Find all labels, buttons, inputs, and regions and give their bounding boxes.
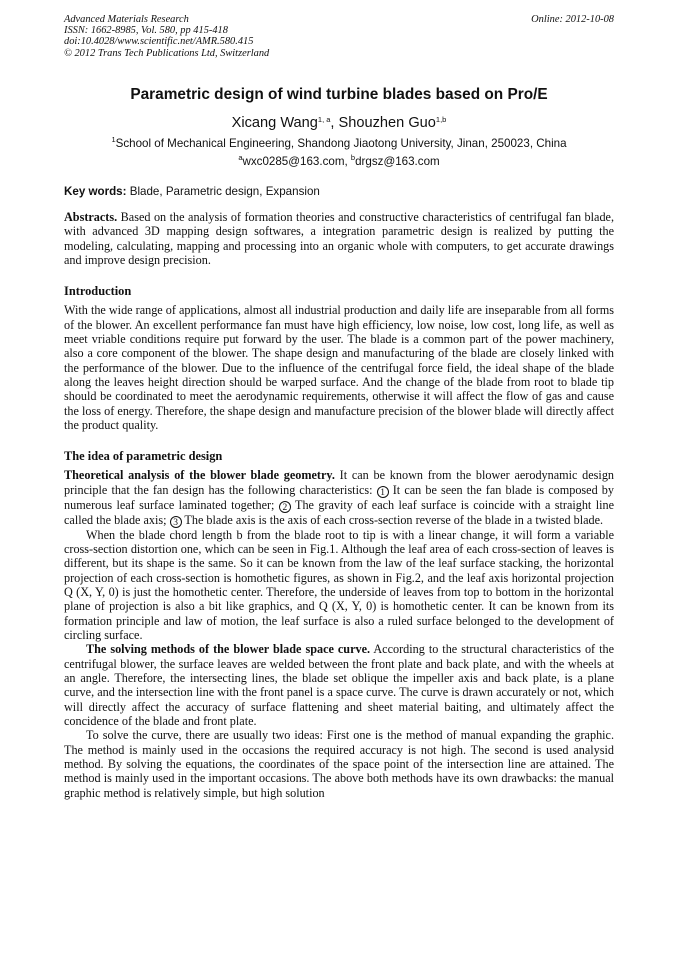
author-2-sup: 1,b <box>435 114 447 124</box>
section-heading-parametric-design: The idea of parametric design <box>64 449 223 464</box>
keywords-text: Blade, Parametric design, Expansion <box>126 184 320 198</box>
geometry-text-d: The blade axis is the axis of each cross-section reverse of the blade in a twisted blade. <box>181 512 604 527</box>
space-curve-subheading: The solving methods of the blower blade space curve. <box>86 642 371 657</box>
author-2: Shouzhen Guo <box>338 114 436 131</box>
issn-line: ISSN: 1662-8985, Vol. 580, pp 415-418 <box>64 25 228 37</box>
online-date: Online: 2012-10-08 <box>531 14 614 25</box>
author-1-sup: 1, a <box>317 114 331 124</box>
journal-name: Advanced Materials Research <box>64 14 189 25</box>
geometry-text-a: It can be known from the blower aerodynamic design principle that the fan design has the following characteristics: <box>64 468 615 497</box>
circled-number-1: 1 <box>377 486 389 498</box>
journal-header <box>64 14 614 59</box>
affiliation-sup: 1 <box>111 134 116 144</box>
abstract <box>64 210 614 267</box>
circled-number-2: 2 <box>279 501 291 513</box>
affiliation-text: School of Mechanical Engineering, Shandong Jiaotong University, Jinan, 250023, China <box>115 136 567 150</box>
space-curve-paragraph <box>64 642 614 728</box>
chord-paragraph: When the blade chord length b from the blade root to tip is with a linear change, it will form a variable cross-section distortion one, which can be seen in Fig.1. Although the leaf area of each cross-section of leaves is different, but its shape is the same. So it can be known from the law of the leaf surface stacking, the horizontal projection of each cross-section is homothetic figures, as shown in Fig.2, and the leaf axis horizontal projection Q (X, Y, 0) is just the homothetic center. Therefore, the underside of leaves from top to bottom in the horizontal plane of projection is also a bit like graphics, and Q (X, Y, 0) is homothetic center. It can be known from its formation principle and law of motion, the leaf surface is also a ruled surface belonged to the development of circling surface. <box>64 527 614 643</box>
email-b: drgsz@163.com <box>355 154 440 168</box>
abstract-text: Based on the analysis of formation theories and constructive characteristics of centrifugal fan blade, with advanced 3D mapping design softwares, a integration parametric design is realized by putting the modeling, calculating, mapping and processing into an organic whole with computers, to get accurate drawings and improve design precision. <box>64 209 614 267</box>
solve-curve-paragraph: To solve the curve, there are usually two ideas: First one is the method of manual expanding the graphic. The method is mainly used in the occasions the required accuracy is not high. The second is used analysid method. By solving the equations, the coordinates of the space point of the intersection line are attained. The method is mainly used in the important occasions. The above both methods have its own drawbacks: the manual graphic method is relatively simple, but high solution <box>64 728 614 800</box>
geometry-text-c: The gravity of each leaf surface is coincide with a straight line called the blade axis; <box>64 497 614 527</box>
author-emails <box>64 152 614 168</box>
paper-title: Parametric design of wind turbine blades based on Pro/E <box>130 85 548 103</box>
intro-paragraph: With the wide range of applications, almost all industrial production and daily life are inseparable from all forms of the blower. An excellent performance fan must have high efficiency, low noise, low cost, long life, as well as meet vriable conditions require put forward by the user. The blade is a common part of the power machinery, also a core component of the blower. The shape design and manufacturing of the blade are closely linked with the performance of the blower. Due to the influence of the centrifugal force field, the ideal shape of the blade along the leaves height direction should be warped surface. And the change of the blade from root to blade tip should be coordinated to meet the aerodynamic requirements, otherwise it will affect the flow of gas and cause the loss of energy. Therefore, the shape design and manufacture precision of the blower blade will directly affect the product quality. <box>64 303 614 432</box>
paper-page <box>64 14 614 800</box>
doi-line: doi:10.4028/www.scientific.net/AMR.580.415 <box>64 36 254 48</box>
geometry-subheading: Theoretical analysis of the blower blade geometry. <box>64 468 335 483</box>
abstract-label: Abstracts. <box>64 209 118 224</box>
author-1: Xicang Wang <box>231 114 318 131</box>
geometry-paragraph <box>64 468 614 527</box>
email-b-sup: b <box>350 152 356 162</box>
circled-number-3: 3 <box>170 516 182 528</box>
space-curve-text: According to the structural characteristics of the centrifugal blower, the surface leaves are welded between the front plate and back plate, and with the wheels at an angle. Therefore, the intersecting lines, the blade set oblique the impeller axis and back plate, is a plane curve, and the intersection line with the front panel is a space curve. The curve is drawn accurately or not, which will directly affect the accuracy of surface flattening and sheet material baiting, and ultimately affect the concidence of the blade and front plate. <box>64 642 614 729</box>
affiliation <box>64 134 614 150</box>
author-list <box>64 115 614 131</box>
keywords-label: Key words: <box>64 184 127 198</box>
keywords <box>64 185 614 198</box>
section-heading-introduction: Introduction <box>64 284 132 299</box>
geometry-text-b: It can be seen the fan blade is composed by numerous leaf surface laminated together; <box>64 482 614 512</box>
copyright-line: © 2012 Trans Tech Publications Ltd, Switzerland <box>64 47 270 59</box>
email-a-sup: a <box>238 152 243 162</box>
author-separator: , <box>330 114 339 131</box>
email-a: wxc0285@163.com, <box>242 154 351 168</box>
